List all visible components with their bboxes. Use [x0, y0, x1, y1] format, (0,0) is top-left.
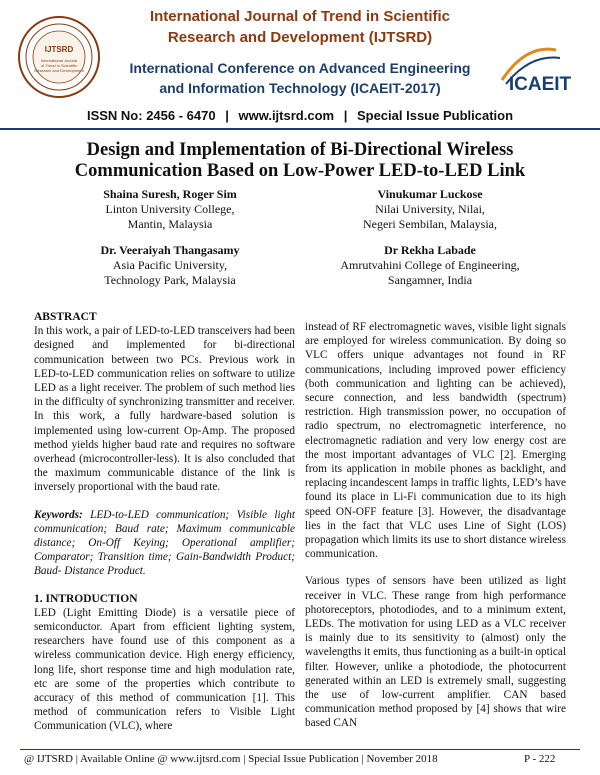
- author-location: Mantin, Malaysia: [127, 217, 213, 231]
- keywords-paragraph: [34, 508, 295, 579]
- paper-title-line1: Design and Implementation of Bi-Directional Wireless: [86, 140, 514, 160]
- author-block: [310, 243, 550, 288]
- conference-name-line2: and Information Technology (ICAEIT-2017): [159, 80, 441, 96]
- website-link[interactable]: www.ijtsrd.com: [238, 108, 335, 123]
- paper-title: [30, 140, 570, 182]
- author-name: Shaina Suresh, Roger Sim: [103, 187, 237, 201]
- author-block: [50, 187, 290, 232]
- svg-text:ICAEIT: ICAEIT: [508, 74, 572, 95]
- author-name: Dr Rekha Labade: [384, 243, 476, 257]
- issn-bar: ISSN No: 2456 - 6470 | www.ijtsrd.com | Special Issue Publication: [86, 108, 514, 123]
- author-location: Sangamner, India: [387, 273, 473, 287]
- author-location: Technology Park, Malaysia: [104, 273, 236, 287]
- body-paragraph: Various types of sensors have been utilized as light receiver in VLC. These range from high performance photoreceptors, photodiodes, and to a minimum extent, LEDs. The motivation for using LED as a VLC receiver is mainly due to its sensitivity to (almost) only the wavelengths it emits, thus functioning as a built-in optical filter. However, unlike a photodiode, the photocurrent generated within an LED is extremely small, suggesting the use of low-current amplifier. CAN based communication method proposed by [4] shows that wire based CAN: [305, 575, 566, 730]
- keywords-text: LED-to-LED communication; Visible light communication; Baud rate; Maximum communicable distance; On-Off Keying; Operational amplifier; Comparator; Transition time; Gain-Bandwidth Product; Baud- Distance Product.: [34, 508, 295, 578]
- author-location: Negeri Sembilan, Malaysia,: [363, 217, 497, 231]
- publication-type: Special Issue Publication: [356, 108, 514, 123]
- introduction-paragraph: LED (Light Emitting Diode) is a versatile piece of semiconductor. Apart from efficient lighting system, researchers have found use of this component as a wireless communication device. High energy efficiency, long life, short response time and high modulation rate, etc are some of the properties which contribute to accuracy of this method of communication [1]. This method of communication refers to Visible Light Communication (VLC), where: [34, 606, 295, 733]
- author-block: [310, 187, 550, 232]
- conference-name-line1: International Conference on Advanced Engineering: [129, 60, 471, 76]
- journal-name-line1: International Journal of Trend in Scientific: [149, 8, 451, 25]
- footer-text: @ IJTSRD | Available Online @ www.ijtsrd.com | Special Issue Publication | November 2018: [24, 753, 438, 765]
- svg-text:International Journal: International Journal: [40, 58, 78, 63]
- body-paragraph: instead of RF electromagnetic waves, visible light signals are employed for wireless communication. By doing so VLC offers unique advantages not found in RF communications, including improved power efficiency (both communication and lighting can be achieved), secure connection, and less bandwidth (spectrum) restriction. High transmission power, no occupation of radio spectrum, no electromagnetic interference, no electromagnetic radiation and very low energy cost are the most important advantages of VLC [2]. Emerging from its application in mobile phones as backlight, and replacing incandescent lamps in traffic lights, LED’s have found its place in Li-Fi communication due to its high speed ON-OFF feature [3]. However, the disadvantage lies in the fact that VLC uses Line of Sight (LOS) propagation which limits its use to short distance wireless communication.: [305, 321, 566, 561]
- right-column: [305, 320, 566, 731]
- author-affiliation: Nilai University, Nilai,: [375, 202, 485, 216]
- left-column: [34, 310, 295, 734]
- abstract-heading: ABSTRACT: [34, 311, 97, 323]
- keywords-label: Keywords:: [34, 508, 83, 521]
- svg-text:IJTSRD: IJTSRD: [44, 45, 74, 54]
- journal-seal-logo: [16, 14, 102, 100]
- abstract-text: In this work, a pair of LED-to-LED transceivers had been designed and implemented for bi-directional communication between two PCs. Previous work in LED-to-LED communication relies on software to utilize LED as a light receiver. The problem of such method lies in the difficulty of synchronizing transmitter and receiver. In this work, a fully hardware-based solution is implemented using low-current Op-Amp. The proposed method yields higher baud rate and requires no software overhead (microcontroller-less). It is also concluded that the maximum communicable distance of the link is inversely proportional with the baud rate.: [34, 325, 295, 494]
- author-affiliation: Linton University College,: [105, 202, 235, 216]
- issn-text: ISSN No: 2456 - 6470: [86, 108, 216, 123]
- page-number: P - 222: [524, 753, 556, 765]
- journal-name-line2: Research and Development (IJTSRD): [167, 29, 433, 46]
- header-divider: [0, 128, 600, 130]
- introduction-heading: 1. INTRODUCTION: [34, 592, 138, 605]
- svg-text:of Trend in Scientific: of Trend in Scientific: [40, 63, 78, 68]
- paper-title-line2: Communication Based on Low-Power LED-to-LED Link: [74, 161, 526, 181]
- author-block: [50, 243, 290, 288]
- svg-text:Research and Development: Research and Development: [34, 68, 84, 73]
- footer-divider: [20, 749, 580, 750]
- author-name: Dr. Veeraiyah Thangasamy: [100, 243, 240, 257]
- author-affiliation: Asia Pacific University,: [112, 258, 228, 272]
- author-affiliation: Amrutvahini College of Engineering,: [340, 258, 520, 272]
- journal-header: [0, 0, 600, 130]
- author-name: Vinukumar Luckose: [377, 187, 483, 201]
- conference-logo: [496, 40, 586, 110]
